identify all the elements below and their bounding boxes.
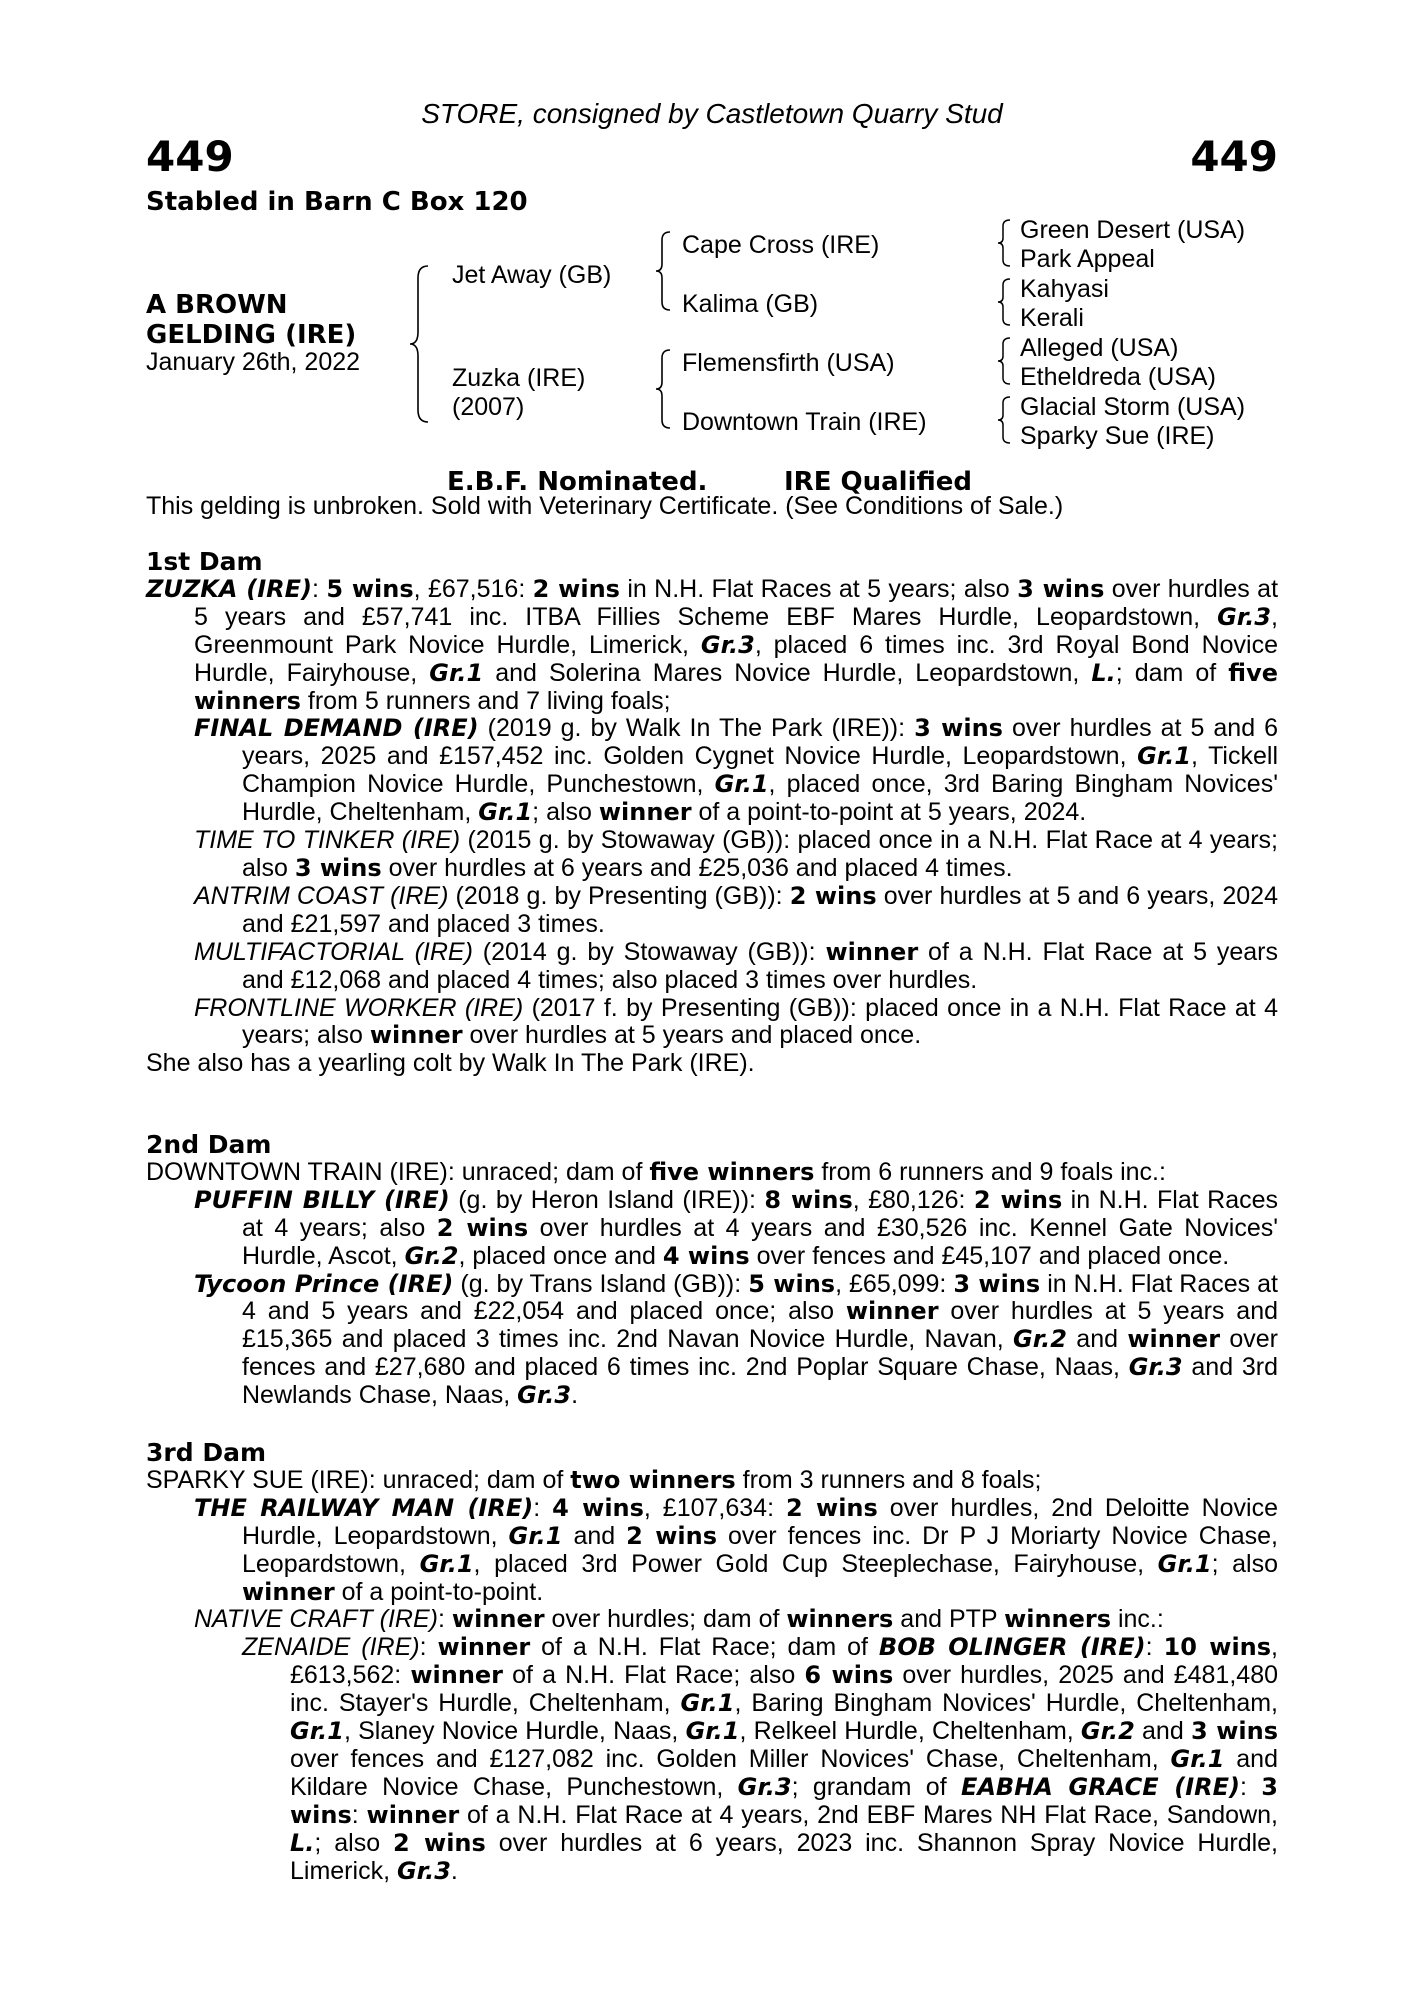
pedigree-ggp-6: Etheldreda (USA) [1020, 363, 1216, 391]
produce-entry: ZENAIDE (IRE): winner of a N.H. Flat Race; dam of BOB OLINGER (IRE): 10 wins, £613,562: winner of a N.H. Flat Race; also 6 wins over hurdles, 2025 and £481,480 inc. Stayer's Hurdle, Cheltenham, Gr.1, Baring Bingham Novices' Hurdle, Cheltenham, Gr.1, Slaney Novice Hurdle, Naas, Gr.1, Relkeel Hurdle, Cheltenham, Gr.2 and 3 wins over fences and £127,082 inc. Golden Miller Novices' Chase, Cheltenham, Gr.1 and Kildare Novice Chase, Punchestown, Gr.3; grandam of EABHA GRACE (IRE): 3 wins: winner of a N.H. Flat Race at 4 years, 2nd EBF Mares NH Flat Race, Sandown, L.; also 2 wins over hurdles at 6 years, 2023 inc. Shannon Spray Novice Hurdle, Limerick, Gr.3. [242, 1633, 1279, 1885]
second-dam-heading: 2nd Dam [146, 1130, 272, 1159]
produce-entry: Tycoon Prince (IRE) (g. by Trans Island (GB)): 5 wins, £65,099: 3 wins in N.H. Flat Races at 4 and 5 years and £22,054 and placed once; also winner over hurdles at 5 years and £15,365 and placed 3 times inc. 2nd Navan Novice Hurdle, Navan, Gr.2 and winner over fences and £27,680 and placed 6 times inc. 2nd Poplar Square Chase, Naas, Gr.3 and 3rd Newlands Chase, Naas, Gr.3. [194, 1269, 1279, 1410]
consignor-line: STORE, consigned by Castletown Quarry Stud [421, 98, 1003, 129]
pedigree-ggp-7: Glacial Storm (USA) [1020, 393, 1246, 421]
pedigree-dam-dam: Downtown Train (IRE) [682, 408, 927, 436]
first-dam-heading: 1st Dam [146, 547, 263, 576]
lot-number-right: 449 [1190, 132, 1278, 181]
pedigree-brace-ggp1 [996, 218, 1012, 268]
horse-name: NATIVE CRAFT (IRE) [194, 1605, 438, 1634]
third-dam-heading: 3rd Dam [146, 1438, 266, 1467]
horse-name: PUFFIN BILLY (IRE) [194, 1185, 450, 1214]
pedigree-sire-sire: Cape Cross (IRE) [682, 231, 880, 259]
pedigree-sire-dam: Kalima (GB) [682, 290, 819, 318]
pedigree-ggp-2: Park Appeal [1020, 245, 1155, 273]
horse-name: ANTRIM COAST (IRE) [194, 881, 449, 910]
pedigree-ggp-4: Kerali [1020, 304, 1084, 332]
horse-name-line1: A BROWN [146, 290, 288, 320]
produce-entry: FRONTLINE WORKER (IRE) (2017 f. by Presenting (GB)): placed once in a N.H. Flat Race at 4 years; also winner over hurdles at 5 years and placed once. [194, 993, 1278, 1050]
horse-description [146, 290, 356, 350]
horse-name: FRONTLINE WORKER (IRE) [194, 993, 524, 1022]
produce-entry: FINAL DEMAND (IRE) (2019 g. by Walk In The Park (IRE)): 3 wins over hurdles at 5 and 6 years, 2025 and £157,452 inc. Golden Cygnet Novice Hurdle, Leopardstown, Gr.1, Tickell Champion Novice Hurdle, Punchestown, Gr.1, placed once, 3rd Baring Bingham Novices' Hurdle, Cheltenham, Gr.1; also winner of a point-to-point at 5 years, 2024. [194, 714, 1279, 827]
pedigree-dam-sire: Flemensfirth (USA) [682, 349, 895, 377]
second-dam-entry: DOWNTOWN TRAIN (IRE): unraced; dam of five winners from 6 runners and 9 foals inc.: [146, 1157, 1166, 1186]
third-dam-entry: SPARKY SUE (IRE): unraced; dam of two winners from 3 runners and 8 foals; [146, 1465, 1042, 1494]
horse-name: Tycoon Prince (IRE) [194, 1269, 454, 1298]
first-dam-also: She also has a yearling colt by Walk In The Park (IRE). [146, 1049, 755, 1078]
pedigree-brace-dam [654, 348, 672, 430]
stabled-location: Stabled in Barn C Box 120 [146, 187, 528, 217]
pedigree-brace-ggp2 [996, 277, 1012, 327]
first-dam-section [146, 548, 1278, 1078]
pedigree-brace-sire [654, 230, 672, 312]
pedigree-ggp-3: Kahyasi [1020, 275, 1109, 303]
horse-name: MULTIFACTORIAL (IRE) [194, 937, 473, 966]
produce-entry: ANTRIM COAST (IRE) (2018 g. by Presenting (GB)): 2 wins over hurdles at 5 and 6 years, 2024 and £21,597 and placed 3 times. [194, 881, 1278, 938]
horse-name: ZENAIDE (IRE) [242, 1633, 420, 1662]
pedigree-brace-ggp4 [996, 395, 1012, 445]
pedigree-dam: Zuzka (IRE) [452, 364, 586, 392]
produce-entry: PUFFIN BILLY (IRE) (g. by Heron Island (IRE)): 8 wins, £80,126: 2 wins in N.H. Flat Races at 4 years; also 2 wins over hurdles at 4 years and £30,526 inc. Kennel Gate Novices' Hurdle, Ascot, Gr.2, placed once and 4 wins over fences and £45,107 and placed once. [194, 1185, 1279, 1270]
pedigree-ggp-5: Alleged (USA) [1020, 334, 1179, 362]
horse-name: THE RAILWAY MAN (IRE) [194, 1493, 534, 1522]
produce-entry: THE RAILWAY MAN (IRE): 4 wins, £107,634: 2 wins over hurdles, 2nd Deloitte Novice Hurdle, Leopardstown, Gr.1 and 2 wins over fences inc. Dr P J Moriarty Novice Chase, Leopardstown, Gr.1, placed 3rd Power Gold Cup Steeplechase, Fairyhouse, Gr.1; also winner of a point-to-point. [194, 1493, 1278, 1606]
pedigree-ggp-1: Green Desert (USA) [1020, 216, 1246, 244]
horse-name-line2: GELDING (IRE) [146, 320, 357, 350]
pedigree-sire: Jet Away (GB) [452, 261, 612, 289]
pedigree-ggp-8: Sparky Sue (IRE) [1020, 422, 1215, 450]
lot-number-left: 449 [146, 132, 234, 181]
produce-entry: NATIVE CRAFT (IRE): winner over hurdles; dam of winners and PTP winners inc.: [194, 1605, 1164, 1634]
pedigree-dam-year: (2007) [452, 393, 525, 421]
sale-note: This gelding is unbroken. Sold with Veterinary Certificate. (See Conditions of Sale.) [146, 492, 1064, 520]
first-dam-entry: ZUZKA (IRE): 5 wins, £67,516: 2 wins in N.H. Flat Races at 5 years; also 3 wins over hurdles at 5 years and £57,741 inc. ITBA Fillies Scheme EBF Mares Hurdle, Leopardstown, Gr.3, Greenmount Park Novice Hurdle, Limerick, Gr.3, placed 6 times inc. 3rd Royal Bond Novice Hurdle, Fairyhouse, Gr.1 and Solerina Mares Novice Hurdle, Leopardstown, L.; dam of five winners from 5 runners and 7 living foals; [146, 574, 1279, 715]
horse-name: TIME TO TINKER (IRE) [194, 826, 461, 855]
horse-name: FINAL DEMAND (IRE) [194, 714, 479, 743]
third-dam-section [146, 1439, 1278, 1886]
ebf-nominated: E.B.F. Nominated. [447, 467, 708, 497]
produce-entry: TIME TO TINKER (IRE) (2015 g. by Stowaway (GB)): placed once in a N.H. Flat Race at 4 years; also 3 wins over hurdles at 6 years and £25,036 and placed 4 times. [194, 826, 1278, 882]
produce-entry: MULTIFACTORIAL (IRE) (2014 g. by Stowaway (GB)): winner of a N.H. Flat Race at 5 years and £12,068 and placed 4 times; also placed 3 times over hurdles. [194, 937, 1278, 994]
horse-name: ZUZKA (IRE) [146, 574, 313, 603]
pedigree-brace-ggp3 [996, 336, 1012, 386]
foaling-date: January 26th, 2022 [146, 348, 361, 376]
pedigree-brace-main [408, 264, 430, 424]
ire-qualified: IRE Qualified [784, 467, 973, 497]
second-dam-section [146, 1131, 1278, 1410]
